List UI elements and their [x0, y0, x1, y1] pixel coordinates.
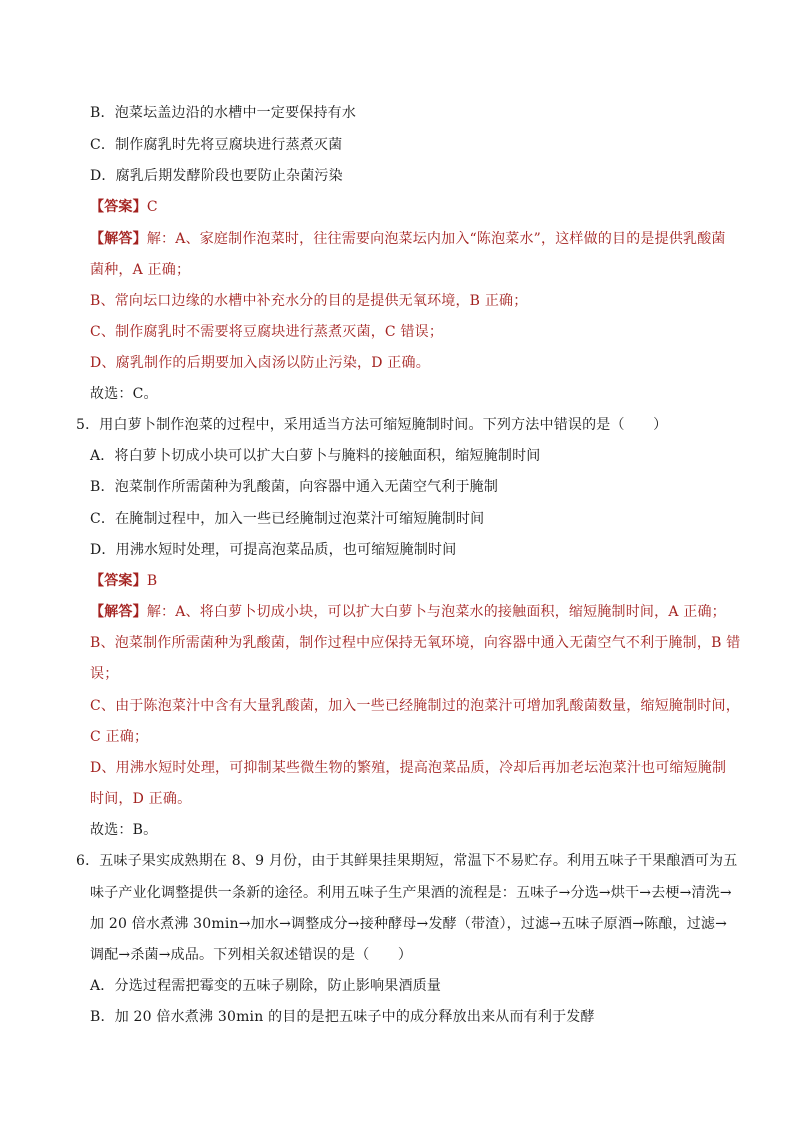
- q5-answer: [90, 571, 157, 591]
- q4-option-b: B．泡菜坛盖边沿的水槽中一定要保持有水: [90, 105, 357, 121]
- q4-analysis-line-1: [90, 229, 726, 249]
- q4-option-c: C．制作腐乳时先将豆腐块进行蒸煮灭菌: [90, 137, 343, 153]
- q6-stem-line-4: 调配→杀菌→成品。下列相关叙述错误的是（ ）: [90, 947, 413, 963]
- q4-analysis-line-5: D、腐乳制作的后期要加入卤汤以防止污染，D 正确。: [90, 355, 430, 371]
- q6-stem-line-3: 加 20 倍水煮沸 30min→加水→调整成分→接种酵母→发酵（带渣），过滤→五味子原酒→陈酿，过滤→: [90, 916, 728, 932]
- q5-analysis-line-2: B、泡菜制作所需菌种为乳酸菌，制作过程中应保持无氧环境，向容器中通入无菌空气不利于腌制，B 错: [90, 635, 741, 651]
- q4-analysis-line-2: 菌种，A 正确；: [90, 262, 191, 278]
- q5-analysis-line-5: C 正确；: [90, 729, 149, 745]
- analysis-tag: 【解答】: [90, 231, 147, 247]
- q4-option-d: D．腐乳后期发酵阶段也要防止杂菌污染: [90, 168, 343, 184]
- q5-option-b: B．泡菜制作所需菌种为乳酸菌，向容器中通入无菌空气利于腌制: [90, 479, 499, 495]
- q6-stem-line-2: 味子产业化调整提供一条新的途径。利用五味子生产果酒的流程是：五味子→分选→烘干→去梗→清洗→: [90, 885, 732, 901]
- answer-value: B: [146, 573, 158, 589]
- q5-analysis-line-6: D、用沸水短时处理，可抑制某些微生物的繁殖，提高泡菜品质，冷却后再加老坛泡菜汁也可缩短腌制: [90, 760, 727, 776]
- answer-tag: 【答案】: [90, 573, 147, 589]
- q5-analysis-line-4: C、由于陈泡菜汁中含有大量乳酸菌，加入一些已经腌制过的泡菜汁可增加乳酸菌数量，缩短腌制时间，: [90, 698, 740, 714]
- answer-value: C: [146, 199, 158, 215]
- q6-option-a: A．分选过程需把霉变的五味子剔除，防止影响果酒质量: [90, 978, 442, 994]
- q4-analysis-line-4: C、制作腐乳时不需要将豆腐块进行蒸煮灭菌，C 错误；: [90, 324, 444, 340]
- answer-tag: 【答案】: [90, 199, 147, 215]
- q5-analysis-line-1: [90, 602, 726, 622]
- q5-analysis-line-3: 误；: [90, 666, 119, 682]
- q4-conclusion: 故选：C。: [90, 386, 158, 402]
- q5-stem: 5．用白萝卜制作泡菜的过程中，采用适当方法可缩短腌制时间。下列方法中错误的是（ ）: [76, 417, 668, 433]
- q6-stem-line-1: 6．五味子果实成熟期在 8、9 月份，由于其鲜果挂果期短，常温下不易贮存。利用五味子干果酿酒可为五: [76, 853, 738, 869]
- q5-option-d: D．用沸水短时处理，可提高泡菜品质，也可缩短腌制时间: [90, 542, 457, 558]
- analysis-text: 解：A、将白萝卜切成小块，可以扩大白萝卜与泡菜水的接触面积，缩短腌制时间，A 正确；: [146, 604, 726, 620]
- q5-analysis-line-7: 时间，D 正确。: [90, 791, 192, 807]
- q5-option-a: A．将白萝卜切成小块可以扩大白萝卜与腌料的接触面积，缩短腌制时间: [90, 448, 541, 464]
- q4-analysis-line-3: B、常向坛口边缘的水槽中补充水分的目的是提供无氧环境，B 正确；: [90, 293, 528, 309]
- q5-option-c: C．在腌制过程中，加入一些已经腌制过泡菜汁可缩短腌制时间: [90, 511, 485, 527]
- q6-option-b: B．加 20 倍水煮沸 30min 的目的是把五味子中的成分释放出来从而有利于发酵: [90, 1009, 595, 1025]
- analysis-text: 解：A、家庭制作泡菜时，往往需要向泡菜坛内加入“陈泡菜水”，这样做的目的是提供乳酸菌: [146, 231, 726, 247]
- q5-conclusion: 故选：B。: [90, 822, 158, 838]
- q4-answer: [90, 197, 158, 217]
- analysis-tag: 【解答】: [90, 604, 147, 620]
